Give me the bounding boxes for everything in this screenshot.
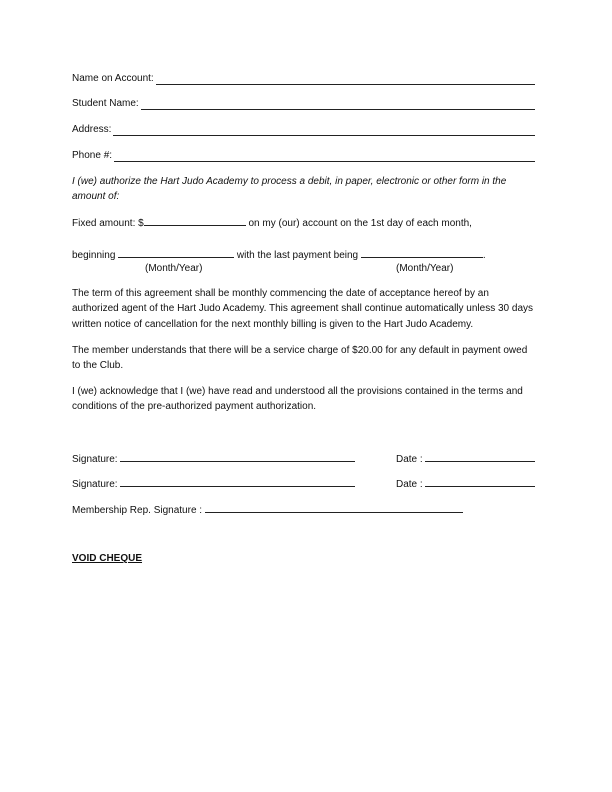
last-payment-label: with the last payment being xyxy=(234,250,361,261)
date-field-1[interactable] xyxy=(425,452,535,462)
last-payment-month-year-hint: (Month/Year) xyxy=(396,263,454,274)
beginning-label: beginning xyxy=(72,250,119,261)
name-on-account-label: Name on Account: xyxy=(72,73,154,84)
date-row-1 xyxy=(396,452,535,466)
acknowledge-line1: I (we) acknowledge that I (we) have read and understood all the provisions contained in the terms and xyxy=(72,386,523,397)
student-name-field[interactable] xyxy=(141,100,535,110)
address-row xyxy=(72,124,535,136)
membership-rep-label: Membership Rep. Signature : xyxy=(72,505,203,516)
date-row-2 xyxy=(396,477,535,491)
fixed-amount-field[interactable] xyxy=(144,216,246,226)
signature-field-2[interactable] xyxy=(120,477,355,487)
terms-line3: written notice of cancellation for the next monthly billing is given to the Hart Judo Academy. xyxy=(72,319,474,330)
beginning-row xyxy=(72,248,486,262)
beginning-month-year-hint: (Month/Year) xyxy=(145,263,203,274)
service-charge-line2: to the Club. xyxy=(72,360,124,371)
date-label: Date : xyxy=(396,479,423,490)
authorization-text-line1: I (we) authorize the Hart Judo Academy to process a debit, in paper, electronic or other form in the xyxy=(72,176,507,187)
terms-line2: authorized agent of the Hart Judo Academy. This agreement shall continue automatically unless 30 days xyxy=(72,303,534,314)
service-charge-line1: The member understands that there will be a service charge of $20.00 for any default in payment owed xyxy=(72,345,528,356)
name-on-account-field[interactable] xyxy=(156,75,535,85)
signature-field-1[interactable] xyxy=(120,452,355,462)
signature-label: Signature: xyxy=(72,454,118,465)
acknowledge-line2: conditions of the pre-authorized payment authorization. xyxy=(72,401,317,412)
student-name-label: Student Name: xyxy=(72,98,139,109)
date-field-2[interactable] xyxy=(425,477,535,487)
fixed-amount-suffix: on my (our) account on the 1st day of each month, xyxy=(245,218,472,229)
phone-field[interactable] xyxy=(114,152,535,162)
signature-row-1 xyxy=(72,452,355,466)
last-payment-date-field[interactable] xyxy=(361,248,483,258)
terms-line1: The term of this agreement shall be monthly commencing the date of acceptance hereof by an xyxy=(72,288,489,299)
address-field[interactable] xyxy=(113,126,535,136)
authorization-text-line2: amount of: xyxy=(72,191,120,202)
phone-label: Phone #: xyxy=(72,150,113,161)
beginning-date-field[interactable] xyxy=(118,248,234,258)
name-on-account-row xyxy=(72,73,535,85)
student-name-row xyxy=(72,98,535,110)
signature-row-2 xyxy=(72,477,355,491)
void-cheque-heading: VOID CHEQUE xyxy=(72,553,143,564)
address-label: Address: xyxy=(72,124,112,135)
beginning-period: . xyxy=(482,250,486,261)
phone-row xyxy=(72,150,535,162)
fixed-amount-label: Fixed amount: $ xyxy=(72,218,144,229)
fixed-amount-row xyxy=(72,216,472,230)
signature-label: Signature: xyxy=(72,479,118,490)
membership-rep-signature-field[interactable] xyxy=(205,503,463,513)
membership-rep-row xyxy=(72,503,463,517)
date-label: Date : xyxy=(396,454,423,465)
